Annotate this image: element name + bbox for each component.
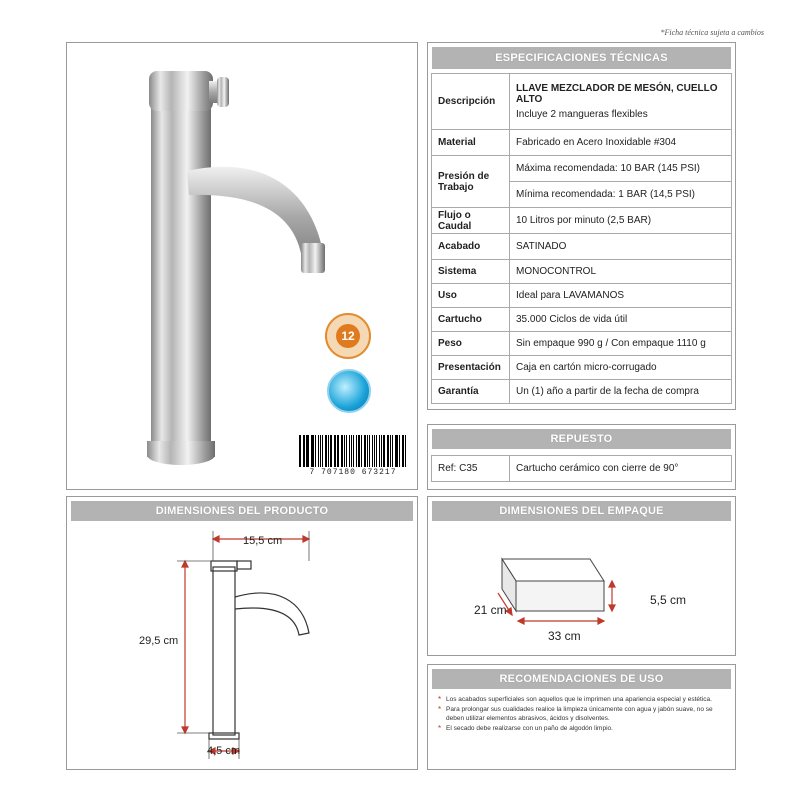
barcode-bar <box>311 435 312 467</box>
spec-descripcion-line2: Incluye 2 mangueras flexibles <box>516 109 648 120</box>
barcode-bar <box>351 435 352 467</box>
spec-value-presentacion: Caja en cartón micro-corrugado <box>510 356 732 380</box>
barcode-bar <box>364 435 366 467</box>
barcode-bar <box>328 435 329 467</box>
barcode-bar <box>337 435 339 467</box>
recomendaciones-title: RECOMENDACIONES DE USO <box>432 669 731 689</box>
repuesto-title: REPUESTO <box>432 429 731 449</box>
product-image-panel <box>66 42 418 490</box>
spec-value-presion-max: Máxima recomendada: 10 BAR (145 PSI) <box>510 156 732 182</box>
barcode <box>299 435 407 467</box>
spec-value-descripcion <box>510 74 732 130</box>
barcode-bar <box>374 435 375 467</box>
spec-label-cartucho: Cartucho <box>432 308 510 332</box>
barcode-bar <box>325 435 327 467</box>
spec-label-garantia: Garantía <box>432 380 510 404</box>
spec-label-flujo: Flujo o Caudal <box>432 208 510 234</box>
barcode-bar <box>372 435 374 467</box>
spec-label-sistema: Sistema <box>432 260 510 284</box>
dim-empaque-panel <box>427 496 736 656</box>
barcode-bar <box>299 435 301 467</box>
dim-producto-height: 29,5 cm <box>139 635 179 647</box>
barcode-bar <box>405 435 406 467</box>
repuesto-table <box>431 455 732 482</box>
barcode-bar <box>387 435 389 467</box>
spec-label-uso: Uso <box>432 284 510 308</box>
barcode-bar <box>344 435 345 467</box>
spec-table <box>431 73 732 404</box>
dim-empaque-length: 33 cm <box>548 629 581 643</box>
barcode-bar <box>330 435 332 467</box>
barcode-bar <box>381 435 382 467</box>
barcode-bar <box>335 435 336 467</box>
barcode-bar <box>349 435 351 467</box>
dim-producto-width: 15,5 cm <box>243 535 283 547</box>
repuesto-value: Cartucho cerámico con cierre de 90° <box>510 456 732 482</box>
water-saving-icon <box>327 369 371 413</box>
spec-label-descripcion: Descripción <box>432 74 510 130</box>
barcode-bar <box>392 435 393 467</box>
barcode-bar <box>376 435 377 467</box>
spec-value-sistema: MONOCONTROL <box>510 260 732 284</box>
spec-label-presion <box>432 156 510 208</box>
barcode-bar <box>304 435 305 467</box>
warranty-badge-number: 12 <box>336 324 360 348</box>
spec-label-peso: Peso <box>432 332 510 356</box>
barcode-bar <box>390 435 391 467</box>
barcode-bar <box>341 435 343 467</box>
repuesto-panel <box>427 424 736 490</box>
barcode-bar <box>367 435 368 467</box>
barcode-bar <box>334 435 335 467</box>
dim-producto-title: DIMENSIONES DEL PRODUCTO <box>71 501 413 521</box>
dim-empaque-title: DIMENSIONES DEL EMPAQUE <box>432 501 731 521</box>
barcode-bar <box>379 435 381 467</box>
dim-empaque-height: 5,5 cm <box>650 593 687 607</box>
spec-presion-label-line2: Trabajo <box>438 181 474 193</box>
spec-title: ESPECIFICACIONES TÉCNICAS <box>432 47 731 69</box>
spec-value-garantia: Un (1) año a partir de la fecha de compra <box>510 380 732 404</box>
barcode-bar <box>353 435 354 467</box>
barcode-bar <box>312 435 314 467</box>
spec-value-cartucho: 35.000 Ciclos de vida útil <box>510 308 732 332</box>
recomendaciones-list <box>438 695 727 734</box>
spec-label-presentacion: Presentación <box>432 356 510 380</box>
barcode-bar <box>361 435 362 467</box>
dim-producto-panel <box>66 496 418 770</box>
faucet-image <box>67 43 419 491</box>
barcode-bar <box>369 435 370 467</box>
recomendacion-item: * Para prolongar sus cualidades realice la limpieza únicamente con agua y jabón suave, no se deben utilizar elementos abrasivos, ácidos y disolventes. <box>438 705 727 723</box>
barcode-bar <box>315 435 317 467</box>
spec-value-presion-min: Mínima recomendada: 1 BAR (14,5 PSI) <box>510 182 732 208</box>
barcode-bar <box>322 435 323 467</box>
barcode-bar <box>356 435 358 467</box>
recomendaciones-panel <box>427 664 736 770</box>
barcode-bar <box>320 435 321 467</box>
warranty-badge <box>325 313 371 359</box>
barcode-bar <box>306 435 308 467</box>
spec-value-peso: Sin empaque 990 g / Con empaque 1110 g <box>510 332 732 356</box>
spec-value-uso: Ideal para LAVAMANOS <box>510 284 732 308</box>
barcode-bar <box>318 435 319 467</box>
spec-value-flujo: 10 Litros por minuto (2,5 BAR) <box>510 208 732 234</box>
barcode-bar <box>399 435 400 467</box>
spec-value-material: Fabricado en Acero Inoxidable #304 <box>510 130 732 156</box>
spec-value-acabado: SATINADO <box>510 234 732 260</box>
dim-producto-base: 4,5 cm <box>207 745 241 757</box>
product-dimension-drawing <box>67 521 419 771</box>
repuesto-label: Ref: C35 <box>432 456 510 482</box>
barcode-number: 7 707180 673217 <box>309 468 397 477</box>
barcode-bar <box>395 435 396 467</box>
recomendacion-item: * El secado debe realizarse con un paño de algodón limpio. <box>438 724 727 733</box>
dim-empaque-depth: 21 cm <box>474 603 507 617</box>
barcode-bar <box>358 435 360 467</box>
spec-descripcion-line1: LLAVE MEZCLADOR DE MESÓN, CUELLO ALTO <box>516 83 718 105</box>
spec-label-acabado: Acabado <box>432 234 510 260</box>
barcode-bar <box>402 435 404 467</box>
spec-panel <box>427 42 736 410</box>
barcode-bar <box>346 435 347 467</box>
package-dimension-drawing <box>428 521 737 657</box>
recomendacion-item: * Los acabados superficiales son aquellos que le imprimen una apariencia especial y estética. <box>438 695 727 704</box>
disclaimer-note: *Ficha técnica sujeta a cambios <box>660 28 764 37</box>
barcode-bar <box>303 435 304 467</box>
barcode-bar <box>383 435 385 467</box>
spec-label-material: Material <box>432 130 510 156</box>
spec-presion-label-line1: Presión de <box>438 170 490 182</box>
barcode-bar <box>396 435 398 467</box>
